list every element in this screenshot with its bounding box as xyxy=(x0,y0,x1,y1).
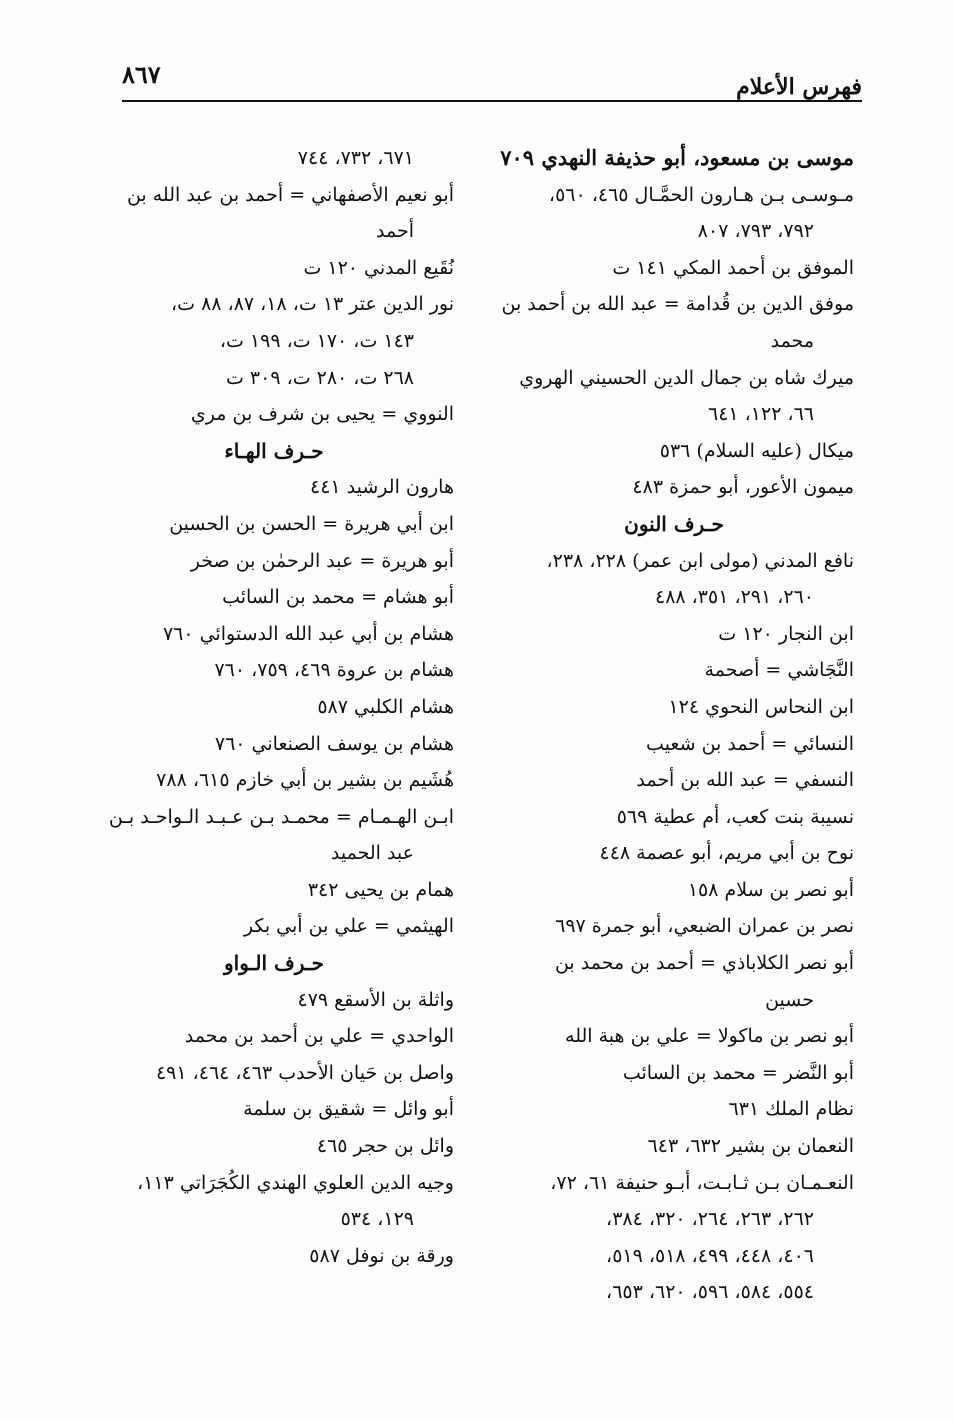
index-entry: ورقة بن نوفل ٥٨٧ xyxy=(309,1244,454,1267)
index-entry: هشام بن أبي عبد الله الدستوائي ٧٦٠ xyxy=(162,622,454,645)
index-entry: هُشَيم بن بشير بن أبي خازم ٦١٥، ٧٨٨ xyxy=(156,769,454,792)
index-entry: أبو نصر بن ماكولا = علي بن هبة الله xyxy=(565,1025,854,1048)
index-entry-continuation: ٦٧١، ٧٣٢، ٧٤٤ xyxy=(297,147,414,169)
index-entry: أبو هشام = محمد بن السائب xyxy=(222,586,454,609)
index-entry-continuation: عبد الحميد xyxy=(330,842,414,865)
index-entry: هشام بن يوسف الصنعاني ٧٦٠ xyxy=(214,732,454,755)
index-entry-continuation: ٦٦، ١٢٢، ٦٤١ xyxy=(707,403,814,426)
index-entry: موسى بن مسعود، أبو حذيفة النهدي ٧٠٩ xyxy=(500,145,854,170)
section-heading: حـرف النون xyxy=(624,511,724,536)
index-entry: أبو نعيم الأصفهاني = أحمد بن عبد الله بن xyxy=(126,183,454,206)
index-entry: واثلة بن الأسقع ٤٧٩ xyxy=(297,988,454,1011)
index-entry-continuation: ٤٠٦، ٤٤٨، ٤٩٩، ٥١٨، ٥١٩، xyxy=(606,1244,814,1267)
index-column-right xyxy=(494,140,854,1311)
index-entry-continuation: ٢٦٨ ت، ٢٨٠ ت، ٣٠٩ ت xyxy=(225,366,414,389)
index-entry: ابن أبي هريرة = الحسن بن الحسين xyxy=(169,512,454,535)
index-entry-continuation: أحمد xyxy=(376,220,414,243)
index-entry: النعـمـان بـن ثـابـت، أبـو حنيفة ٦١، ٧٢، xyxy=(550,1171,854,1194)
index-entry: النووي = يحيى بن شرف بن مري xyxy=(190,403,454,426)
index-entry: النَّجَاشي = أصحمة xyxy=(704,659,854,682)
index-column-left xyxy=(94,140,454,1274)
index-entry: ابـن الهـمـام = محمـد بـن عـبـد الـواحـد بـن xyxy=(108,805,454,828)
index-entry: نظام الملك ٦٣١ xyxy=(728,1098,854,1121)
index-entry: ميمون الأعور، أبو حمزة ٤٨٣ xyxy=(632,476,854,499)
index-entry: النعمان بن بشير ٦٣٢، ٦٤٣ xyxy=(647,1135,854,1158)
page-header xyxy=(122,52,862,102)
section-heading: حـرف الـواو xyxy=(223,951,324,976)
page-number: ٨٦٧ xyxy=(122,60,161,89)
index-entry-continuation: محمد xyxy=(770,329,814,352)
index-entry: هشام الكلبي ٥٨٧ xyxy=(317,695,454,718)
index-entry-continuation: ١٢٩، ٥٣٤ xyxy=(340,1208,414,1231)
index-entry: نور الدين عتر ١٣ ت، ١٨، ٨٧، ٨٨ ت، xyxy=(171,293,454,316)
index-entry-continuation: ٢٦٠، ٢٩١، ٣٥١، ٤٨٨ xyxy=(654,586,814,609)
running-title: فهرس الأعلام xyxy=(736,74,862,100)
index-entry: أبو هريرة = عبد الرحمٰن بن صخر xyxy=(190,549,454,572)
index-entry-continuation: ٧٩٢، ٧٩٣، ٨٠٧ xyxy=(697,220,814,243)
index-entry: أبو وائل = شقيق بن سلمة xyxy=(243,1098,454,1121)
index-entry: النسفي = عبد الله بن أحمد xyxy=(636,769,854,792)
section-heading: حـرف الهـاء xyxy=(224,438,324,463)
index-entry: نوح بن أبي مريم، أبو عصمة ٤٤٨ xyxy=(599,842,854,865)
index-entry: ابن النجار ١٢٠ ت xyxy=(718,622,854,645)
index-entry: وجيه الدين العلوي الهندي الكُجَرَاتي ١١٣، xyxy=(137,1171,454,1194)
index-entry: الموفق بن أحمد المكي ١٤١ ت xyxy=(612,256,854,279)
index-entry: واصل بن حَيان الأحدب ٤٦٣، ٤٦٤، ٤٩١ xyxy=(155,1061,454,1084)
index-entry: ميرك شاه بن جمال الدين الحسيني الهروي xyxy=(519,366,854,389)
index-entry-continuation: ١٤٣ ت، ١٧٠ ت، ١٩٩ ت، xyxy=(219,329,414,352)
index-entry: نافع المدني (مولى ابن عمر) ٢٢٨، ٢٣٨، xyxy=(546,549,854,572)
index-entry: وائل بن حجر ٤٦٥ xyxy=(316,1135,454,1158)
index-entry: ميكال (عليه السلام) ٥٣٦ xyxy=(659,439,854,462)
index-entry-continuation: ٢٦٢، ٢٦٣، ٢٦٤، ٣٢٠، ٣٨٤، xyxy=(606,1208,814,1231)
index-entry: مـوسـى بـن هـارون الحمَّـال ٤٦٥، ٥٦٠، xyxy=(548,183,854,206)
index-entry: أبو نصر الكلاباذي = أحمد بن محمد بن xyxy=(554,952,854,975)
index-entry: الواحدي = علي بن أحمد بن محمد xyxy=(184,1025,454,1048)
index-entry: ابن النحاس النحوي ١٢٤ xyxy=(668,695,854,718)
index-entry: موفق الدين بن قُدامة = عبد الله بن أحمد بن xyxy=(501,293,854,316)
index-entry: هشام بن عروة ٤٦٩، ٧٥٩، ٧٦٠ xyxy=(214,659,454,682)
index-entry: النسائي = أحمد بن شعيب xyxy=(646,732,854,755)
index-entry: أبو نصر بن سلام ١٥٨ xyxy=(687,878,854,901)
index-entry: نُقَيع المدني ١٢٠ ت xyxy=(303,256,454,279)
index-entry-continuation: حسين xyxy=(765,988,814,1011)
index-entry: أبو النَّضر = محمد بن السائب xyxy=(622,1061,854,1084)
index-entry: نسيبة بنت كعب، أم عطية ٥٦٩ xyxy=(616,805,854,828)
index-entry: الهيثمي = علي بن أبي بكر xyxy=(243,915,454,938)
index-entry: نصر بن عمران الضبعي، أبو جمرة ٦٩٧ xyxy=(555,915,854,938)
index-entry: هارون الرشيد ٤٤١ xyxy=(310,476,454,499)
index-entry: همام بن يحيى ٣٤٢ xyxy=(307,878,454,901)
index-entry-continuation: ٥٥٤، ٥٨٤، ٥٩٦، ٦٢٠، ٦٥٣، xyxy=(606,1281,814,1304)
